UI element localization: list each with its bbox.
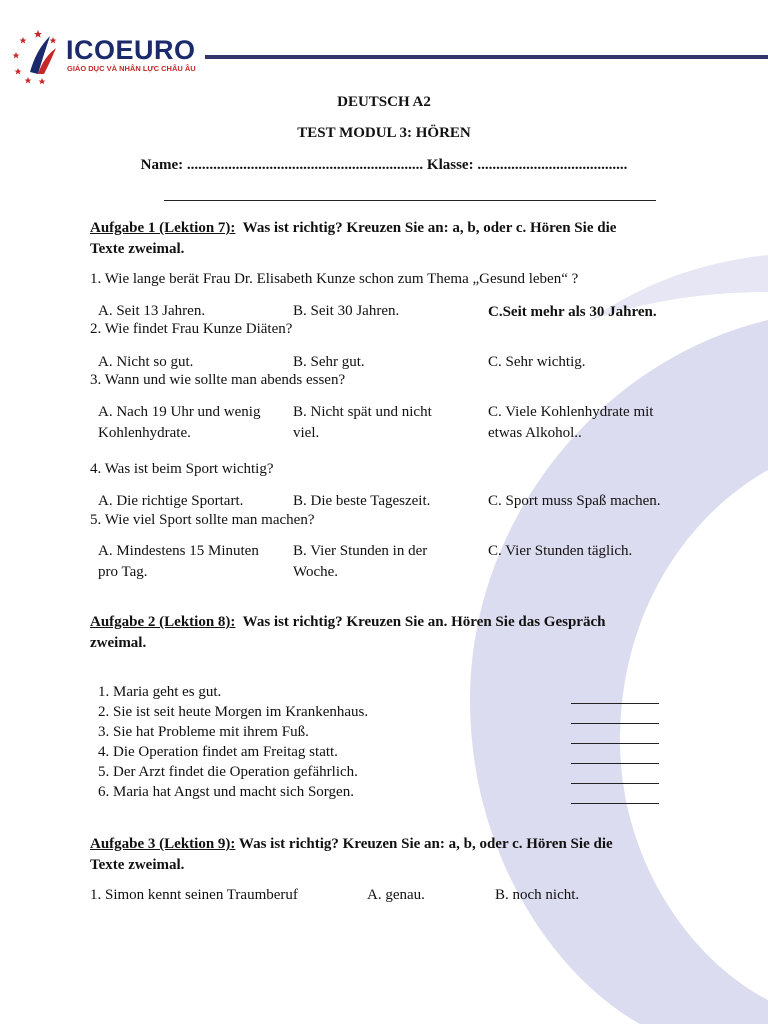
statement-2: 2. Sie ist seit heute Morgen im Krankenhaus.: [98, 704, 369, 720]
aufgabe3-instruction: Was ist richtig? Kreuzen Sie an: a, b, oder c. Hören Sie die: [238, 836, 613, 852]
statement-1: 1. Maria geht es gut.: [98, 684, 222, 700]
q5-option-b: [293, 541, 427, 583]
q5-option-b-line1: B. Vier Stunden in der: [293, 543, 428, 559]
q3-option-a: [98, 402, 260, 444]
logo-emblem-icon: [12, 28, 64, 84]
aufgabe1-instruction-cont: Texte zweimal.: [90, 241, 185, 257]
title-rule: [164, 200, 656, 201]
question-3: 3. Wann und wie sollte man abends essen?: [90, 372, 346, 388]
brand-logo: [12, 28, 212, 84]
answer-blank-4[interactable]: [571, 763, 659, 764]
q2-option-b: B. Sehr gut.: [293, 354, 365, 370]
q5-option-b-line2: Woche.: [293, 564, 339, 580]
aufgabe3-label: Aufgabe 3 (Lektion 9):: [90, 836, 236, 852]
q5-option-a-line2: pro Tag.: [98, 564, 148, 580]
q3-option-a-line1: A. Nach 19 Uhr und wenig: [98, 404, 261, 420]
aufgabe1-label: Aufgabe 1 (Lektion 7):: [90, 220, 236, 236]
q3-option-c: [488, 402, 653, 444]
q5-option-a-line1: A. Mindestens 15 Minuten: [98, 543, 259, 559]
q5-option-a: [98, 541, 259, 583]
a3-question-1: 1. Simon kennt seinen Traumberuf: [90, 887, 298, 903]
test-title: TEST MODUL 3: HÖREN: [297, 125, 471, 141]
answer-blank-2[interactable]: [571, 723, 659, 724]
question-5: 5. Wie viel Sport sollte man machen?: [90, 512, 315, 528]
question-2: 2. Wie findet Frau Kunze Diäten?: [90, 321, 293, 337]
q3-option-b-line2: viel.: [293, 425, 320, 441]
q1-option-c: C.Seit mehr als 30 Jahren.: [488, 304, 657, 320]
statement-4: 4. Die Operation findet am Freitag statt.: [98, 744, 338, 760]
q5-option-c: C. Vier Stunden täglich.: [488, 543, 633, 559]
q2-option-a: A. Nicht so gut.: [98, 354, 194, 370]
statement-6: 6. Maria hat Angst und macht sich Sorgen.: [98, 784, 354, 800]
statement-5: 5. Der Arzt findet die Operation gefährlich.: [98, 764, 358, 780]
question-1: 1. Wie lange berät Frau Dr. Elisabeth Kunze schon zum Thema „Gesund leben“ ?: [90, 271, 579, 287]
aufgabe3-instruction-cont: Texte zweimal.: [90, 857, 185, 873]
q3-option-a-line2: Kohlenhydrate.: [98, 425, 191, 441]
answer-blank-1[interactable]: [571, 703, 659, 704]
q3-option-b: [293, 402, 432, 444]
q3-option-c-line2: etwas Alkohol..: [488, 425, 582, 441]
name-class-line: Name: ............................................................... Klasse: ........................................: [140, 157, 628, 173]
q1-option-b: B. Seit 30 Jahren.: [293, 303, 400, 319]
answer-blank-6[interactable]: [571, 803, 659, 804]
q3-option-b-line1: B. Nicht spät und nicht: [293, 404, 432, 420]
question-4: 4. Was ist beim Sport wichtig?: [90, 461, 274, 477]
a3-q1-option-a: A. genau.: [367, 887, 425, 903]
course-title: DEUTSCH A2: [337, 94, 431, 110]
q1-option-a: A. Seit 13 Jahren.: [98, 303, 206, 319]
answer-blank-3[interactable]: [571, 743, 659, 744]
aufgabe2-instruction-cont: zweimal.: [90, 635, 147, 651]
answer-blank-5[interactable]: [571, 783, 659, 784]
q4-option-c: C. Sport muss Spaß machen.: [488, 493, 661, 509]
header-divider: [205, 55, 768, 59]
aufgabe1-heading: [90, 218, 690, 260]
aufgabe2-heading: [90, 612, 690, 654]
a3-q1-option-b: B. noch nicht.: [495, 887, 580, 903]
statement-3: 3. Sie hat Probleme mit ihrem Fuß.: [98, 724, 309, 740]
q4-option-b: B. Die beste Tageszeit.: [293, 493, 431, 509]
aufgabe3-heading: [90, 834, 690, 876]
aufgabe2-label: Aufgabe 2 (Lektion 8):: [90, 614, 236, 630]
brand-name: ICOEURO: [66, 35, 196, 65]
q2-option-c: C. Sehr wichtig.: [488, 354, 586, 370]
brand-tagline: GIÁO DỤC VÀ NHÂN LỰC CHÂU ÂU: [67, 64, 196, 73]
aufgabe2-instruction: Was ist richtig? Kreuzen Sie an. Hören Sie das Gespräch: [242, 614, 606, 630]
q3-option-c-line1: C. Viele Kohlenhydrate mit: [488, 404, 654, 420]
q4-option-a: A. Die richtige Sportart.: [98, 493, 244, 509]
aufgabe1-instruction: Was ist richtig? Kreuzen Sie an: a, b, oder c. Hören Sie die: [242, 220, 617, 236]
